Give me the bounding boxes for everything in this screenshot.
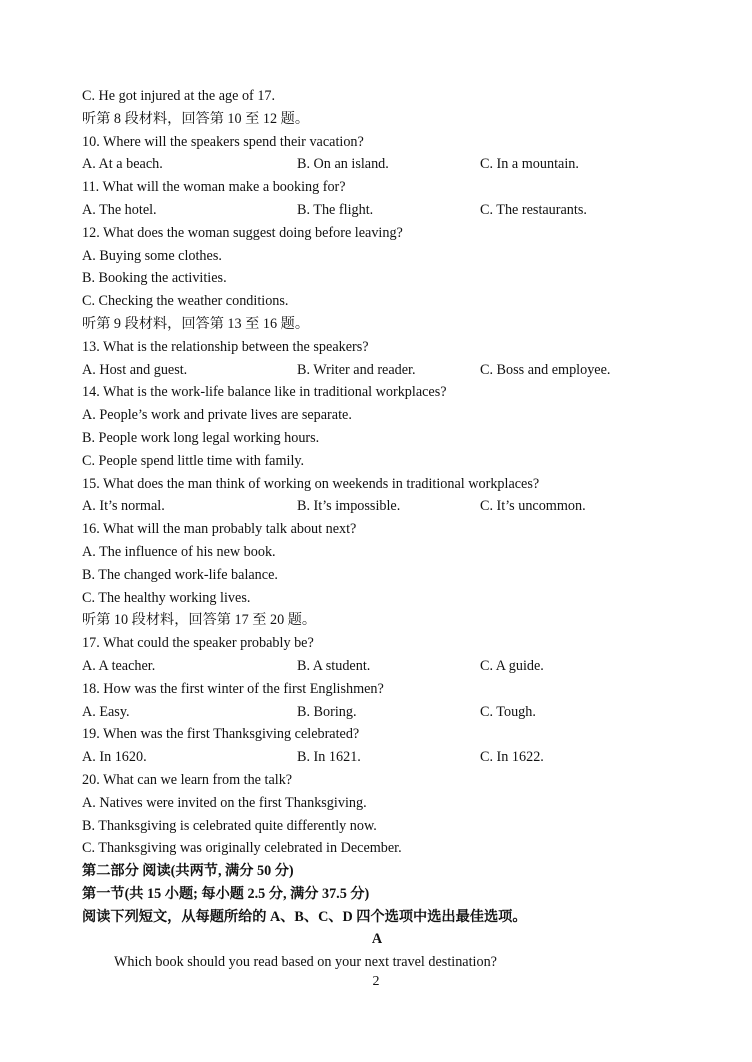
text-line: C. Checking the weather conditions. [82,293,289,310]
option-b: B. The flight. [297,201,374,218]
text-line: 16. What will the man probably talk about next? [82,521,357,538]
text-line: A. Buying some clothes. [82,247,222,264]
text-line: B. Thanksgiving is celebrated quite differently now. [82,817,377,834]
answer-options-row [82,199,682,222]
section-heading: 第二部分 阅读(共两节, 满分 50 分) [82,863,294,880]
section-heading: 阅读下列短文，从每题所给的 A、B、C、D 四个选项中选出最佳选项。 [82,908,527,925]
text-line: 听第 9 段材料，回答第 13 至 16 题。 [82,315,310,332]
text-line: A. Natives were invited on the first Thanksgiving. [82,794,367,811]
option-c: C. In 1622. [480,749,544,766]
text-line: 11. What will the woman make a booking for? [82,179,346,196]
option-b: B. A student. [297,657,371,674]
text-line: A. People’s work and private lives are separate. [82,407,352,424]
option-b: B. Writer and reader. [297,361,416,378]
option-c: C. Boss and employee. [480,361,611,378]
text-line: 10. Where will the speakers spend their vacation? [82,133,364,150]
answer-options-row [82,655,682,678]
option-a: A. Host and guest. [82,361,188,378]
option-b: B. Boring. [297,703,357,720]
text-line: 14. What is the work-life balance like in traditional workplaces? [82,384,447,401]
text-line: B. People work long legal working hours. [82,429,320,446]
page-content [82,85,682,974]
text-line: C. People spend little time with family. [82,452,305,469]
page-number: 2 [372,974,380,989]
text-line: 17. What could the speaker probably be? [82,635,314,652]
option-c: C. It’s uncommon. [480,498,586,515]
text-line: 13. What is the relationship between the speakers? [82,338,369,355]
text-line: C. The healthy working lives. [82,589,251,606]
option-b: B. In 1621. [297,749,361,766]
answer-options-row [82,495,682,518]
option-c: C. A guide. [480,657,544,674]
passage-paragraph: Which book should you read based on your next travel destination? [114,954,497,971]
option-a: A. Easy. [82,703,130,720]
text-line: C. Thanksgiving was originally celebrated in December. [82,840,402,857]
section-heading: 第一节(共 15 小题; 每小题 2.5 分, 满分 37.5 分) [82,885,370,902]
option-a: A. The hotel. [82,201,157,218]
option-c: C. The restaurants. [480,201,587,218]
text-line: 20. What can we learn from the talk? [82,771,293,788]
option-a: A. At a beach. [82,156,163,173]
passage-label: A [371,931,383,948]
text-line: B. The changed work-life balance. [82,566,278,583]
answer-options-row [82,153,682,176]
text-line: 18. How was the first winter of the first Englishmen? [82,680,384,697]
text-line: C. He got injured at the age of 17. [82,88,276,104]
text-line: B. Booking the activities. [82,270,227,287]
answer-options-row [82,746,682,769]
option-b: B. It’s impossible. [297,498,401,515]
text-line: 听第 10 段材料，回答第 17 至 20 题。 [82,612,317,629]
option-c: C. In a mountain. [480,156,579,173]
text-line: 15. What does the man think of working on weekends in traditional workplaces? [82,475,540,492]
option-a: A. In 1620. [82,749,147,766]
text-line: 听第 8 段材料，回答第 10 至 12 题。 [82,110,310,127]
option-a: A. A teacher. [82,657,156,674]
text-line: 19. When was the first Thanksgiving celebrated? [82,726,360,743]
option-b: B. On an island. [297,156,389,173]
answer-options-row [82,701,682,724]
text-line: A. The influence of his new book. [82,543,276,560]
option-a: A. It’s normal. [82,498,165,515]
text-line: 12. What does the woman suggest doing before leaving? [82,224,403,241]
answer-options-row [82,359,682,382]
option-c: C. Tough. [480,703,536,720]
